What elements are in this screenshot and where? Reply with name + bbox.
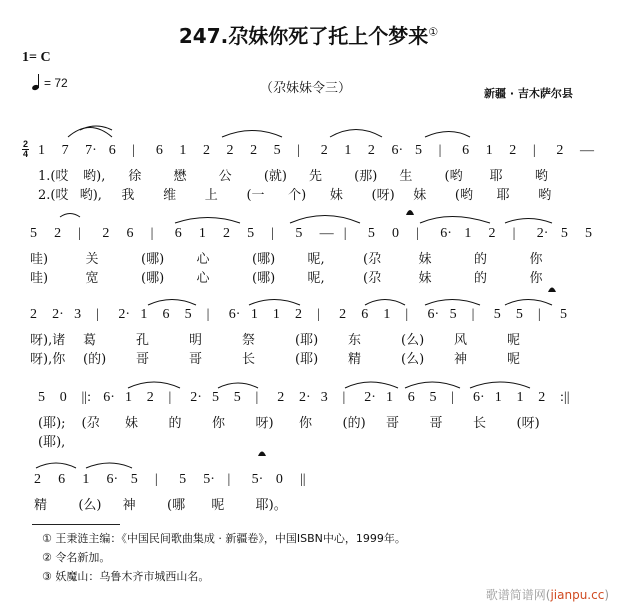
lyric-syllable: 2.(哎 <box>38 188 69 203</box>
lyric-syllable: 哇) <box>30 252 49 267</box>
footnote-3: ③ 妖魔山：乌鲁木齐市城西山名。 <box>42 570 210 583</box>
note: 6· <box>103 390 115 405</box>
fermata-icon <box>258 452 266 457</box>
lyric-syllable: 呢 <box>211 498 225 513</box>
lyric-syllable: 祭 <box>242 333 256 348</box>
barline: | <box>405 307 409 322</box>
lyric-syllable: 妹 <box>418 252 432 267</box>
note: 5 <box>560 226 568 241</box>
lyric-syllable: 呢 <box>507 333 521 348</box>
lyric-syllable: 哟 <box>534 169 548 184</box>
note: 6· <box>473 390 485 405</box>
barline: | <box>438 143 442 158</box>
lyric-syllable: (呀) <box>371 188 395 203</box>
note: 2· <box>299 390 311 405</box>
barline: | <box>227 472 231 487</box>
fermata-icon <box>406 210 414 215</box>
barline: | <box>537 307 541 322</box>
note: 6 <box>174 226 182 241</box>
note: 2· <box>536 226 549 241</box>
note: 2· <box>118 307 130 322</box>
barline: | <box>343 226 347 241</box>
lyric-syllable: 哟 <box>538 188 552 203</box>
fermata-icon <box>548 288 556 293</box>
note: 1 <box>386 390 393 405</box>
lyric-syllable: 神 <box>454 352 468 367</box>
note: 1 <box>198 226 206 241</box>
note: 5 <box>179 472 187 487</box>
note: 2 <box>202 143 210 158</box>
note: 6 <box>126 226 134 241</box>
note: 5 <box>415 143 423 158</box>
lyric-syllable: 东 <box>348 333 362 348</box>
lyric-syllable: 生 <box>399 169 413 184</box>
lyric-syllable: 长 <box>473 416 487 431</box>
note: 5· <box>203 472 215 487</box>
barline: | <box>342 390 346 405</box>
lyric-syllable: (哪) <box>252 252 276 267</box>
note: 6· <box>106 472 119 487</box>
note: 1 <box>383 307 391 322</box>
barline: | <box>512 226 516 241</box>
lyric-syllable: 个) <box>288 188 307 203</box>
note: 6· <box>427 307 440 322</box>
lyric-syllable: (尕 <box>363 271 382 286</box>
note: 2 <box>320 143 328 158</box>
lyric-syllable: 我 <box>121 188 135 203</box>
barline: | <box>317 307 320 322</box>
lyric-syllable: 公 <box>218 169 232 184</box>
title-footnote-mark: ① <box>428 25 439 39</box>
note: 1 <box>516 390 524 405</box>
note: 2 <box>556 143 564 158</box>
lyric-syllable: (尕 <box>81 416 100 431</box>
note: 2 <box>295 307 302 322</box>
note: 1 <box>82 472 90 487</box>
lyric-syllable: (尕 <box>363 252 382 267</box>
lyric-syllable: 呀) <box>255 416 274 431</box>
lyric-syllable: 徐 <box>128 169 142 184</box>
note: 1 <box>140 307 148 322</box>
footnote-2: ② 令名新加。 <box>42 551 111 564</box>
note: 2 <box>30 307 37 322</box>
time-signature-bottom: 4 <box>22 149 28 159</box>
note: 1 <box>250 307 258 322</box>
note: 2 <box>250 143 258 158</box>
note: 2· <box>190 390 202 405</box>
note: 2 <box>538 390 546 405</box>
note: 6 <box>58 472 66 487</box>
note: 1 <box>38 143 45 158</box>
lyric-syllable: 维 <box>163 188 177 203</box>
lyric-syllable: 先 <box>309 169 323 184</box>
note: 2 <box>102 226 110 241</box>
lyric-syllable: 呀),你 <box>30 352 66 367</box>
note: 5 <box>38 390 45 405</box>
lyric-syllable: 你 <box>299 416 313 431</box>
note: 6 <box>407 390 415 405</box>
lyric-syllable: 耶 <box>496 188 510 203</box>
note: 2 <box>34 472 41 487</box>
note: 5 <box>30 226 37 241</box>
watermark-text: 歌谱简谱网 <box>485 588 546 602</box>
lyric-syllable: (耶) <box>295 333 319 348</box>
note: 1 <box>272 307 280 322</box>
lyric-syllable: 你 <box>212 416 226 431</box>
note: 3 <box>74 307 82 322</box>
lyric-syllable: 你 <box>529 271 543 286</box>
time-signature-top: 2 <box>22 139 28 149</box>
lyric-syllable: (么) <box>401 352 425 367</box>
note: 2· <box>364 390 376 405</box>
lyric-syllable: 耶)。 <box>255 498 287 513</box>
barline: | <box>154 472 158 487</box>
lyric-syllable: 葛 <box>83 333 97 348</box>
lyric-syllable: (耶), <box>38 435 66 450</box>
note: 6 <box>108 143 116 158</box>
note: — <box>319 226 334 241</box>
barline: | <box>297 143 301 158</box>
lyric-syllable: (呀) <box>516 416 540 431</box>
lyric-syllable: (一 <box>246 188 265 203</box>
note: 1 <box>485 143 493 158</box>
lyric-syllable: 你 <box>529 252 543 267</box>
lyric-syllable: 宽 <box>85 271 99 286</box>
lyric-syllable: 哥 <box>189 352 203 367</box>
lyric-syllable: (哟 <box>454 188 473 203</box>
barline: | <box>255 390 259 405</box>
note: 2 <box>277 390 285 405</box>
lyric-syllable: 精 <box>348 352 362 367</box>
note: 5 <box>212 390 219 405</box>
lyric-syllable: 关 <box>85 252 99 267</box>
barline: | <box>206 307 210 322</box>
note: 5 <box>184 307 192 322</box>
title-text: 247.尕妹你死了托上个梦来 <box>178 24 429 48</box>
barline: | <box>532 143 536 158</box>
note: 1 <box>494 390 502 405</box>
note: 2 <box>367 143 375 158</box>
lyric-syllable: (哪) <box>252 271 276 286</box>
note: 2 <box>339 307 347 322</box>
lyric-syllable: 呢, <box>307 271 325 286</box>
note: 0 <box>391 226 399 241</box>
lyric-syllable: (耶); <box>38 416 66 431</box>
note: 5 <box>449 307 457 322</box>
note: 5 <box>247 226 255 241</box>
lyric-syllable: (哪) <box>141 271 165 286</box>
barline: ||: <box>81 390 91 405</box>
barline: | <box>132 143 136 158</box>
lyric-syllable: 哟), <box>83 169 106 184</box>
lyric-syllable: 懋 <box>173 169 187 184</box>
tempo-value: = 72 <box>44 76 68 90</box>
note: 2 <box>488 226 496 241</box>
note: 6 <box>361 307 369 322</box>
lyric-syllable: 耶 <box>489 169 503 184</box>
lyric-syllable: 哇) <box>30 271 49 286</box>
lyric-syllable: 1.(哎 <box>38 169 69 184</box>
lyric-syllable: (哟 <box>444 169 463 184</box>
lyric-syllable: (耶) <box>295 352 319 367</box>
lyric-syllable: (哪) <box>141 252 165 267</box>
lyric-syllable: (的) <box>342 416 366 431</box>
note: 1 <box>179 143 187 158</box>
note: 5 <box>515 307 523 322</box>
note: 5 <box>429 390 437 405</box>
note: 6 <box>462 143 470 158</box>
lyric-syllable: 的 <box>474 271 488 286</box>
lyric-syllable: 的 <box>474 252 488 267</box>
lyric-syllable: 哥 <box>136 352 150 367</box>
note: 0 <box>275 472 283 487</box>
note: 1 <box>464 226 472 241</box>
note: 6 <box>162 307 170 322</box>
note: 2· <box>52 307 64 322</box>
barline: | <box>96 307 100 322</box>
footnote-1: ① 王秉涟主编：《中国民间歌曲集成 · 新疆卷》，中国ISBN中心，1999年。 <box>42 532 406 545</box>
lyric-syllable: 风 <box>454 333 468 348</box>
note: 7· <box>85 143 97 158</box>
note: 5· <box>251 472 264 487</box>
lyric-syllable: 心 <box>196 271 210 286</box>
note: 2 <box>226 143 234 158</box>
note: 5 <box>273 143 281 158</box>
lyric-syllable: 妹 <box>418 271 432 286</box>
note: 2 <box>54 226 62 241</box>
watermark-domain: jianpu.cc <box>550 588 605 602</box>
lyric-syllable: 哥 <box>429 416 443 431</box>
note: 2 <box>223 226 231 241</box>
watermark: 歌谱简谱网(jianpu.cc) <box>485 588 609 602</box>
lyric-syllable: 心 <box>196 252 210 267</box>
note: — <box>580 143 594 158</box>
lyric-syllable: 明 <box>189 333 203 348</box>
barline: | <box>416 226 419 241</box>
note: 6· <box>440 226 452 241</box>
lyric-syllable: (么) <box>78 498 102 513</box>
note: 1 <box>344 143 352 158</box>
lyric-syllable: 上 <box>204 188 218 203</box>
note: 3 <box>320 390 328 405</box>
barline: || <box>300 472 306 487</box>
barline: | <box>168 390 172 405</box>
lyric-syllable: 哥 <box>386 416 400 431</box>
note: 5 <box>233 390 241 405</box>
note: 5 <box>367 226 375 241</box>
key-signature: 1= C <box>22 50 51 65</box>
note: 5 <box>560 307 567 322</box>
lyric-syllable: (就) <box>263 169 287 184</box>
barline: :|| <box>560 390 570 405</box>
footnote-divider <box>32 524 120 525</box>
lyric-syllable: 妹 <box>329 188 343 203</box>
note: 1 <box>125 390 132 405</box>
lyric-syllable: (的) <box>83 352 107 367</box>
lyric-syllable: 呀),诸 <box>30 333 66 348</box>
song-region: 新疆 · 吉木萨尔县 <box>484 87 573 100</box>
barline: | <box>451 390 455 405</box>
lyric-syllable: 神 <box>122 498 136 513</box>
note: 6· <box>228 307 241 322</box>
barline: | <box>78 226 82 241</box>
note: 6· <box>391 143 404 158</box>
note: 5 <box>493 307 501 322</box>
note: 5 <box>585 226 592 241</box>
lyric-syllable: 妹 <box>413 188 427 203</box>
note: 2 <box>146 390 154 405</box>
barline: | <box>150 226 154 241</box>
lyric-syllable: (那) <box>354 169 378 184</box>
tune-name: （尕妹妹令三） <box>260 81 352 96</box>
lyric-syllable: 精 <box>34 498 48 513</box>
note: 7 <box>61 143 69 158</box>
lyric-syllable: 呢, <box>307 252 325 267</box>
note: 2 <box>509 143 517 158</box>
lyric-syllable: (么) <box>401 333 425 348</box>
note: 5 <box>130 472 138 487</box>
lyric-syllable: 妹 <box>125 416 139 431</box>
lyric-syllable: 呢 <box>507 352 521 367</box>
note: 6 <box>155 143 163 158</box>
lyric-syllable: 孔 <box>136 333 150 348</box>
barline: | <box>271 226 275 241</box>
barline: | <box>471 307 475 322</box>
lyric-syllable: 长 <box>242 352 256 367</box>
lyric-syllable: 的 <box>168 416 182 431</box>
note: 0 <box>59 390 67 405</box>
lyric-syllable: (哪 <box>167 498 186 513</box>
note: 5 <box>295 226 303 241</box>
lyric-syllable: 哟), <box>79 188 102 203</box>
